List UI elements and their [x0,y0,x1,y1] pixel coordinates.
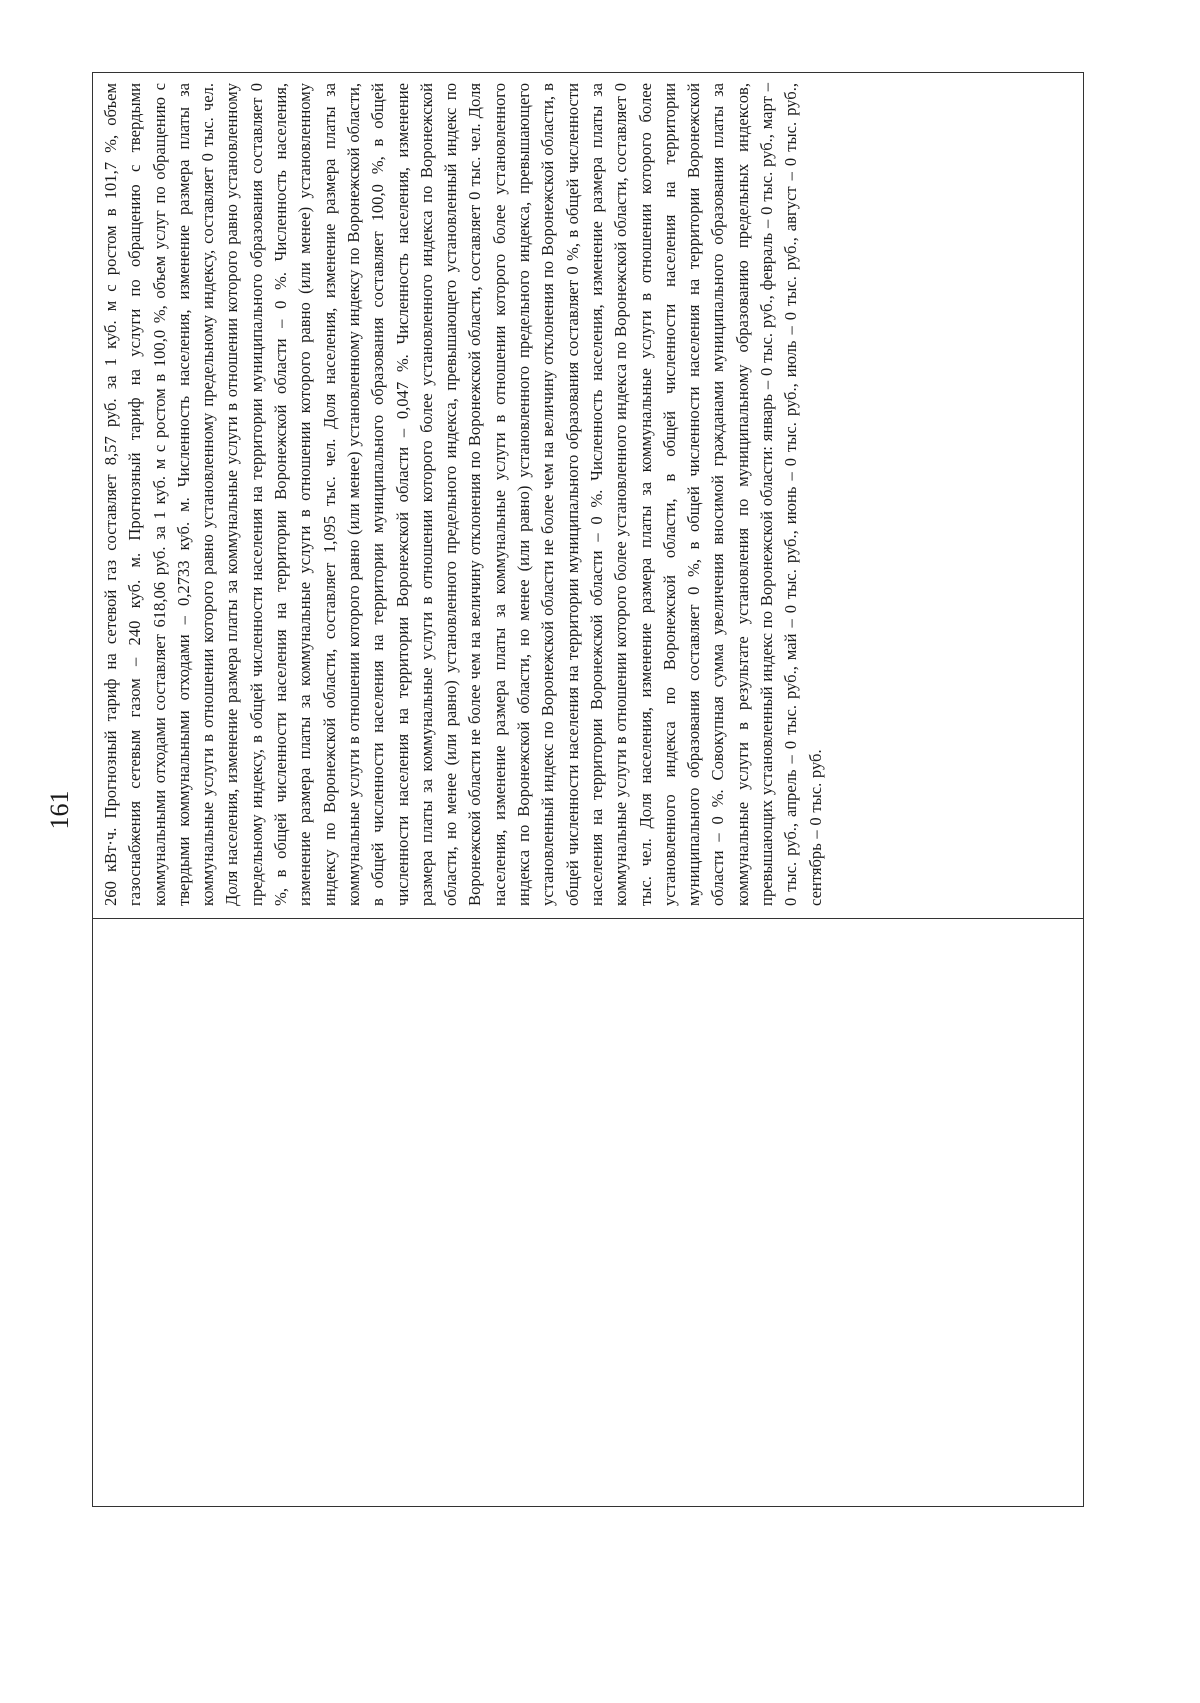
document-table [92,72,1084,1507]
table-rotated-content [93,73,1084,1507]
table-cell-text: 260 кВт·ч. Прогнозный тариф на сетевой газ составляет 8,57 руб. за 1 куб. м с ростом в 101,7 %, объем газоснабжения сетевым газом – 240 куб. м. Прогнозный тариф на услуги по обращению с твердыми коммунальными отходами составляет 618,06 руб. за 1 куб. м с ростом в 100,0 %, объем услуг по обращению с твердыми коммунальными отходами – 0,2733 куб. м. Численность населения, изменение размера платы за коммунальные услуги в отношении которого равно установленному предельному индексу, составляет 0 тыс. чел. Доля населения, изменение размера платы за коммунальные услуги в отношении которого равно установленному предельному индексу, в общей численности населения на территории муниципального образования составляет 0 %, в общей численности населения на территории Воронежской области – 0 %. Численность населения, изменение размера платы за коммунальные услуги в отношении которого равно (или менее) установленному индексу по Воронежской области, составляет 1,095 тыс. чел. Доля населения, изменение размера платы за коммунальные услуги в отношении которого равно (или менее) установленному индексу по Воронежской области, в общей численности населения на территории муниципального образования составляет 100,0 %, в общей численности населения на территории Воронежской области – 0,047 %. Численность населения, изменение размера платы за коммунальные услуги в отношении которого более установленного индекса по Воронежской области, но менее (или равно) установленного предельного индекса, превышающего установленный индекс по Воронежской области не более чем на величину отклонения по Воронежской области, составляет 0 тыс. чел. Доля населения, изменение размера платы за коммунальные услуги в отношении которого более установленного индекса по Воронежской области, но менее (или равно) установленного предельного индекса, превышающего установленный индекс по Воронежской области не более чем на величину отклонения по Воронежской области, в общей численности населения на территории муниципального образования составляет 0 %, в общей численности населения на территории Воронежской области – 0 %. Численность населения, изменение размера платы за коммунальные услуги в отношении которого более установленного индекса по Воронежской области, составляет 0 тыс. чел. Доля населения, изменение размера платы за коммунальные услуги в отношении которого более установленного индекса по Воронежской области, в общей численности населения на территории муниципального образования составляет 0 %, в общей численности населения на территории Воронежской области – 0 %. Совокупная сумма увеличения вносимой гражданами муниципального образования платы за коммунальные услуги в результате установления по муниципальному образованию предельных индексов, превышающих установленный индекс по Воронежской области: январь – 0 тыс. руб., февраль – 0 тыс. руб., март – 0 тыс. руб., апрель – 0 тыс. руб., май – 0 тыс. руб., июнь – 0 тыс. руб., июль – 0 тыс. руб., август – 0 тыс. руб., сентябрь – 0 тыс. руб. [101,83,825,906]
page-number: 161 [45,790,74,830]
table-cell-left [93,918,1084,1507]
